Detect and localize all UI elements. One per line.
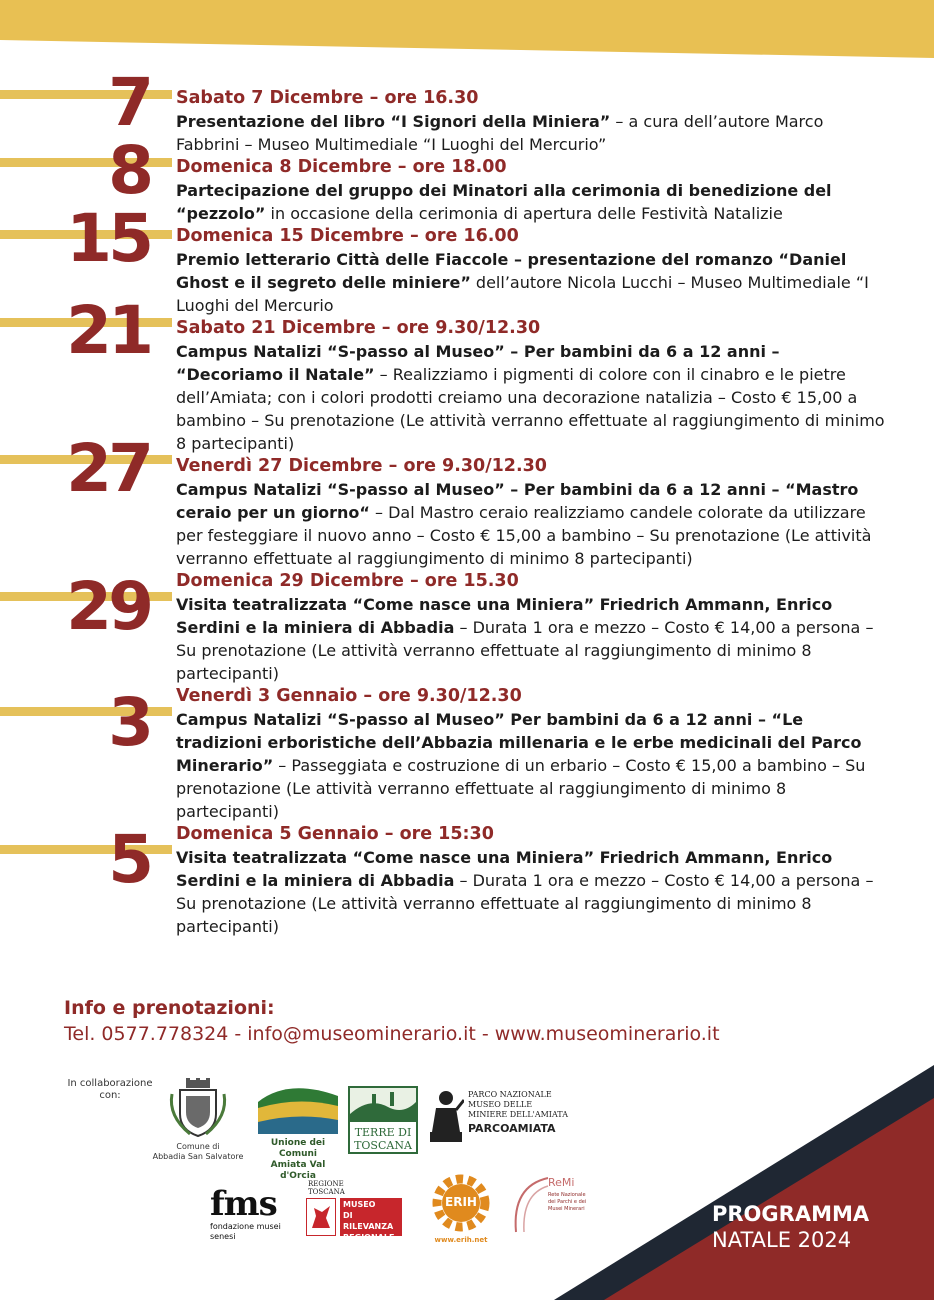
parco-caption-4: PARCOAMIATA (468, 1122, 556, 1135)
event-details: dell’autore Nicola Lucchi – Museo Multimediale “I Luoghi del Mercurio (176, 273, 869, 315)
day-number-8: 8 (108, 132, 150, 209)
event-date: Domenica 15 Dicembre – ore 16.00 (176, 226, 519, 246)
day-number-3: 3 (108, 684, 150, 761)
event-title: Visita teatralizzata “Come nasce una Miniera” Friedrich Ammann, Enrico Serdini e la miniera di Abbadia (176, 595, 833, 637)
erih-logo (428, 1172, 494, 1248)
event-date: Venerdì 3 Gennaio – ore 9.30/12.30 (176, 686, 522, 706)
unione-caption-2: Amiata Val d'Orcia (270, 1160, 326, 1181)
event-details: – Dal Mastro ceraio realizziamo candele colorate da utilizzare per festeggiare il nuovo anno – Costo € 15,00 a bambino – Su prenotazione (Le attività verranno effettuate al raggiungimento di minimo 8 partecipanti) (176, 503, 872, 568)
info-title: Info e prenotazioni: (64, 997, 275, 1019)
event-title: Campus Natalizi “S-passo al Museo” Per bambini da 6 a 12 anni – “Le tradizioni erboristiche dell’Abbazia millenaria e le erbe medicinali del Parco Minerario” (176, 710, 862, 775)
erih-url: www.erih.net (434, 1236, 488, 1244)
event-details: – Passeggiata e costruzione di un erbario – Costo € 15,00 a bambino – Su prenotazione (Le attività verranno effettuate al raggiungimento di minimo 8 partecipanti) (176, 756, 866, 821)
coat-of-arms-icon (150, 1076, 246, 1138)
regione-caption-2: TOSCANA (308, 1188, 345, 1196)
event-title: Visita teatralizzata “Come nasce una Miniera” Friedrich Ammann, Enrico Serdini e la miniera di Abbadia (176, 848, 833, 890)
terre-caption-1: TERRE DI (354, 1126, 412, 1139)
day-number-5: 5 (108, 821, 150, 898)
event-date: Sabato 7 Dicembre – ore 16.30 (176, 88, 479, 108)
event-date: Domenica 8 Dicembre – ore 18.00 (176, 157, 507, 177)
museo-caption-3: REGIONALE (343, 1233, 395, 1242)
event-date: Venerdì 27 Dicembre – ore 9.30/12.30 (176, 456, 547, 476)
parco-caption-3: MINIERE DELL'AMIATA (468, 1110, 568, 1119)
day-number-29: 29 (66, 568, 150, 645)
parco-caption-1: PARCO NAZIONALE (468, 1090, 552, 1099)
regione-caption-1: REGIONE (308, 1180, 344, 1188)
day-number-7: 7 (108, 64, 150, 141)
miner-icon (428, 1088, 464, 1144)
fms-caption: fondazione musei senesi (210, 1222, 281, 1241)
event-details: – a cura dell’autore Marco Fabbrini – Museo Multimediale “I Luoghi del Mercurio” (176, 112, 824, 154)
event-title: Presentazione del libro “I Signori della Miniera” (176, 112, 611, 131)
museo-caption-1: MUSEO (343, 1200, 376, 1209)
event-date: Sabato 21 Dicembre – ore 9.30/12.30 (176, 318, 541, 338)
museo-regionale-badge (340, 1198, 402, 1242)
parco-caption-2: MUSEO DELLE (468, 1100, 533, 1109)
program-title-line2: NATALE 2024 (712, 1228, 852, 1252)
unione-caption-1: Unione dei Comuni (270, 1138, 326, 1159)
day-number-15: 15 (66, 200, 150, 277)
event-details: – Durata 1 ora e mezzo – Costo € 14,00 a persona – Su prenotazione (Le attività verranno effettuate al raggiungimento di minimo 8 partecipanti) (176, 618, 874, 683)
event-title: Partecipazione del gruppo dei Minatori alla cerimonia di benedizione del “pezzolo” (176, 181, 832, 223)
program-title (712, 1201, 869, 1253)
comune-caption-1: Comune di (176, 1142, 220, 1151)
contact-line: Tel. 0577.778324 - info@museominerario.it - www.museominerario.it (64, 1023, 720, 1045)
fms-mark: fms (210, 1184, 277, 1224)
event-title: Premio letterario Città delle Fiaccole – presentazione del romanzo “Daniel Ghost e il segreto delle miniere” (176, 250, 847, 292)
event-details: – Durata 1 ora e mezzo – Costo € 14,00 a persona – Su prenotazione (Le attività verranno effettuate al raggiungimento di minimo 8 partecipanti) (176, 871, 874, 936)
event-details: in occasione della cerimonia di apertura delle Festività Natalizie (265, 204, 783, 223)
program-title-line1: PROGRAMMA (712, 1202, 870, 1226)
landscape-icon (350, 1088, 416, 1122)
unione-comuni-logo (258, 1078, 338, 1182)
parco-amiata-logo (428, 1088, 578, 1146)
event-title: Campus Natalizi “S-passo al Museo” – Per bambini da 6 a 12 anni – “Mastro ceraio per un giorno“ (176, 480, 859, 522)
event-title: Campus Natalizi “S-passo al Museo” – Per bambini da 6 a 12 anni – “Decoriamo il Natale” (176, 342, 780, 384)
museo-caption-2: DI RILEVANZA (343, 1211, 394, 1231)
event-date: Domenica 29 Dicembre – ore 15.30 (176, 571, 519, 591)
terre-caption-2: TOSCANA (354, 1139, 412, 1152)
hills-icon (258, 1078, 338, 1134)
remi-arc-icon (508, 1172, 552, 1238)
comune-caption-2: Abbadia San Salvatore (152, 1152, 244, 1161)
day-number-27: 27 (66, 430, 150, 507)
fms-logo (210, 1186, 306, 1242)
regione-toscana-logo (306, 1180, 406, 1242)
event-date: Domenica 5 Gennaio – ore 15:30 (176, 824, 494, 844)
remi-caption: Rete Nazionale dei Parchi e dei Musei Minerari (548, 1192, 587, 1212)
event-details: – Realizziamo i pigmenti di colore con il cinabro e le pietre dell’Amiata; con i colori prodotti creiamo una decorazione natalizia – Costo € 15,00 a bambino – Su prenotazione (Le attività verranno effettuate al raggiungimento di minimo 8 partecipanti) (176, 365, 885, 453)
pegasus-icon (306, 1198, 336, 1236)
terre-di-toscana-logo (348, 1086, 418, 1154)
remi-mark: ReMi (548, 1176, 575, 1189)
collab-label: In collaborazione con: (67, 1078, 153, 1101)
remi-logo (508, 1172, 588, 1240)
erih-mark: ERIH (445, 1195, 477, 1209)
comune-logo (150, 1076, 246, 1162)
day-number-21: 21 (66, 292, 150, 369)
